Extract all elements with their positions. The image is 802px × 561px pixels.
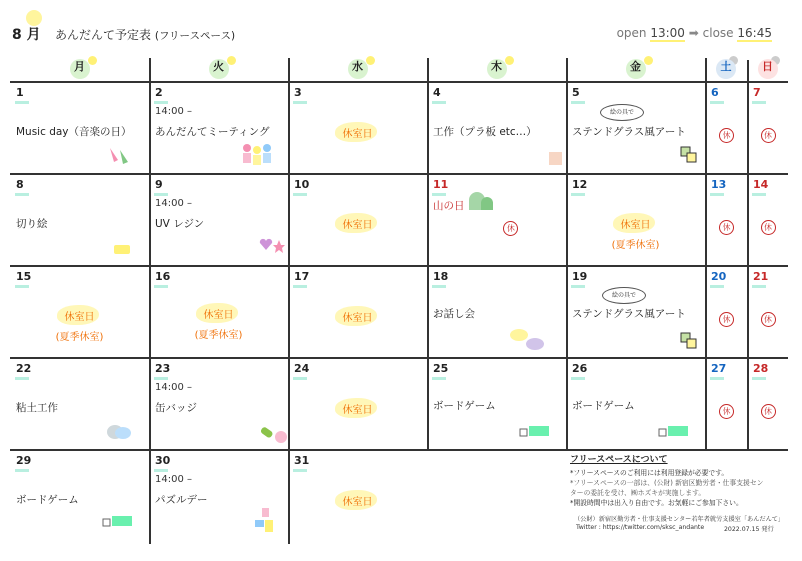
mountain-icon [467,190,495,210]
day-cell-13: 13 休 [705,174,747,265]
weekday-sat: 土 [705,58,747,81]
day-cell-2: 2 14:00 – あんだんてミーティング [149,82,288,173]
stained-glass-icon [680,332,698,350]
event-label: UV レジン [155,218,205,230]
event-label: ボードゲーム [572,400,635,412]
day-cell-12: 12 休室日 (夏季休室) [566,174,705,265]
board-game-icon [658,424,690,438]
closed-label: 休室日 [620,220,651,231]
month-label: 8 月 [12,27,41,43]
closed-label: 休室日 [203,310,234,321]
day-cell-11: 11 山の日 休 [427,174,566,265]
weekday-thu: 木 [427,58,566,81]
holiday-mark: 休 [761,312,776,327]
day-cell-5: 5 絵の具で ステンドグラス風アート [566,82,705,173]
holiday-mark: 休 [503,221,518,236]
day-cell-16: 16 休室日 (夏季休室) [149,266,288,357]
opening-hours [617,26,772,40]
event-label: 切り絵 [16,218,48,230]
event-label: パズルデー [155,494,208,506]
event-label: Music day（音楽の日） [16,126,132,138]
event-label: 工作（プラ板 etc…） [433,126,537,138]
badge-icon [259,426,289,444]
calendar-header [0,0,802,55]
info-line: ターの委託を受け、㈱ホズキが実施します。 [570,489,706,497]
weekday-wed: 水 [288,58,427,81]
event-label: ステンドグラス風アート [572,308,686,320]
weekday-fri: 金 [566,58,705,81]
day-cell-10: 10 休室日 [288,174,427,265]
info-line: *フリースペースのご利用には利用登録が必要です。 [570,469,729,477]
event-label: ボードゲーム [16,494,79,506]
free-space-info [568,452,785,542]
weekday-sun: 日 [747,58,788,81]
close-time: 16:45 [737,26,772,40]
event-label: ステンドグラス風アート [572,126,686,138]
day-cell-7: 7 休 [747,82,788,173]
day-cell-6: 6 休 [705,82,747,173]
holiday-mark: 休 [719,128,734,143]
day-cell-29: 29 ボードゲーム [10,450,149,542]
closed-label: 休室日 [342,405,373,416]
day-cell-14: 14 休 [747,174,788,265]
event-label: あんだんてミーティング [155,126,270,138]
closed-label: 休室日 [342,129,373,140]
holiday-mark: 休 [761,128,776,143]
weekday-tue: 火 [149,58,288,81]
event-label: ボードゲーム [433,400,496,412]
day-cell-17: 17 休室日 [288,266,427,357]
day-cell-25: 25 ボードゲーム [427,358,566,449]
open-label: open [616,26,647,40]
stained-glass-icon [680,146,698,164]
paper-icon [114,245,130,254]
clay-icon [106,422,132,440]
holiday-mark: 休 [719,404,734,419]
closed-label: 休室日 [64,312,95,323]
day-cell-18: 18 お話し会 [427,266,566,357]
day-cell-28: 28 休 [747,358,788,449]
day-cell-4: 4 工作（プラ板 etc…） [427,82,566,173]
summer-closed-label: (夏季休室) [611,240,660,251]
people-icon [241,142,281,168]
chat-bubbles-icon [509,328,549,352]
day-cell-23: 23 14:00 – 缶バッジ [149,358,288,449]
organization-name: （公財）新宿区勤労者・仕事支援センター若年者就労支援室「あんだんて」 [574,516,785,523]
day-cell-8: 8 切り絵 [10,174,149,265]
holiday-mark: 休 [761,404,776,419]
closed-label: 休室日 [342,313,373,324]
day-cell-21: 21 休 [747,266,788,357]
issue-date: 2022.07.15 発行 [724,526,774,533]
info-title: フリースペースについて [570,455,668,465]
music-note-icon [108,146,132,166]
day-cell-31: 31 休室日 [288,450,427,542]
day-cell-20: 20 休 [705,266,747,357]
close-label: close [702,26,734,40]
event-label: 缶バッジ [155,402,197,414]
day-cell-3: 3 休室日 [288,82,427,173]
info-line: *フリースペースの一部は、(公財) 新宿区勤労者・仕事支援セン [570,479,764,487]
heart-star-icon [259,238,285,254]
closed-label: 休室日 [342,220,373,231]
info-line: *開設時間中は出入り自由です。お気軽にご参加下さい。 [570,499,743,507]
open-time: 13:00 [650,26,685,40]
page-title [55,26,235,43]
speech-bubble: 絵の具で [602,287,646,304]
day-cell-22: 22 粘土工作 [10,358,149,449]
closed-label: 休室日 [342,497,373,508]
twitter-link[interactable]: Twitter : https://twitter.com/sksc_andante [576,524,705,531]
day-cell-15: 15 休室日 (夏季休室) [10,266,149,357]
craft-icon [549,152,562,165]
day-cell-30: 30 14:00 – パズルデー [149,450,288,542]
day-cell-26: 26 ボードゲーム [566,358,705,449]
board-game-icon [519,424,551,438]
arrow-right-icon: ➡ [688,26,699,40]
summer-closed-label: (夏季休室) [194,330,243,341]
day-cell-27: 27 休 [705,358,747,449]
holiday-mark: 休 [761,220,776,235]
title-text: あんだんて予定表 [55,28,152,42]
day-cell-9: 9 14:00 – UV レジン [149,174,288,265]
holiday-mark: 休 [719,312,734,327]
event-label: 粘土工作 [16,402,58,414]
speech-bubble: 絵の具で [600,104,644,121]
weekday-mon: 月 [10,58,149,81]
holiday-name: 山の日 [433,200,465,212]
day-cell-24: 24 休室日 [288,358,427,449]
board-game-icon [102,514,134,528]
day-cell-1: 1 Music day（音楽の日） [10,82,149,173]
puzzle-icon [253,506,277,534]
summer-closed-label: (夏季休室) [55,332,104,343]
event-label: お話し会 [433,308,475,320]
holiday-mark: 休 [719,220,734,235]
title-subtitle: (フリースペース) [154,30,236,42]
day-cell-19: 19 絵の具で ステンドグラス風アート [566,266,705,357]
